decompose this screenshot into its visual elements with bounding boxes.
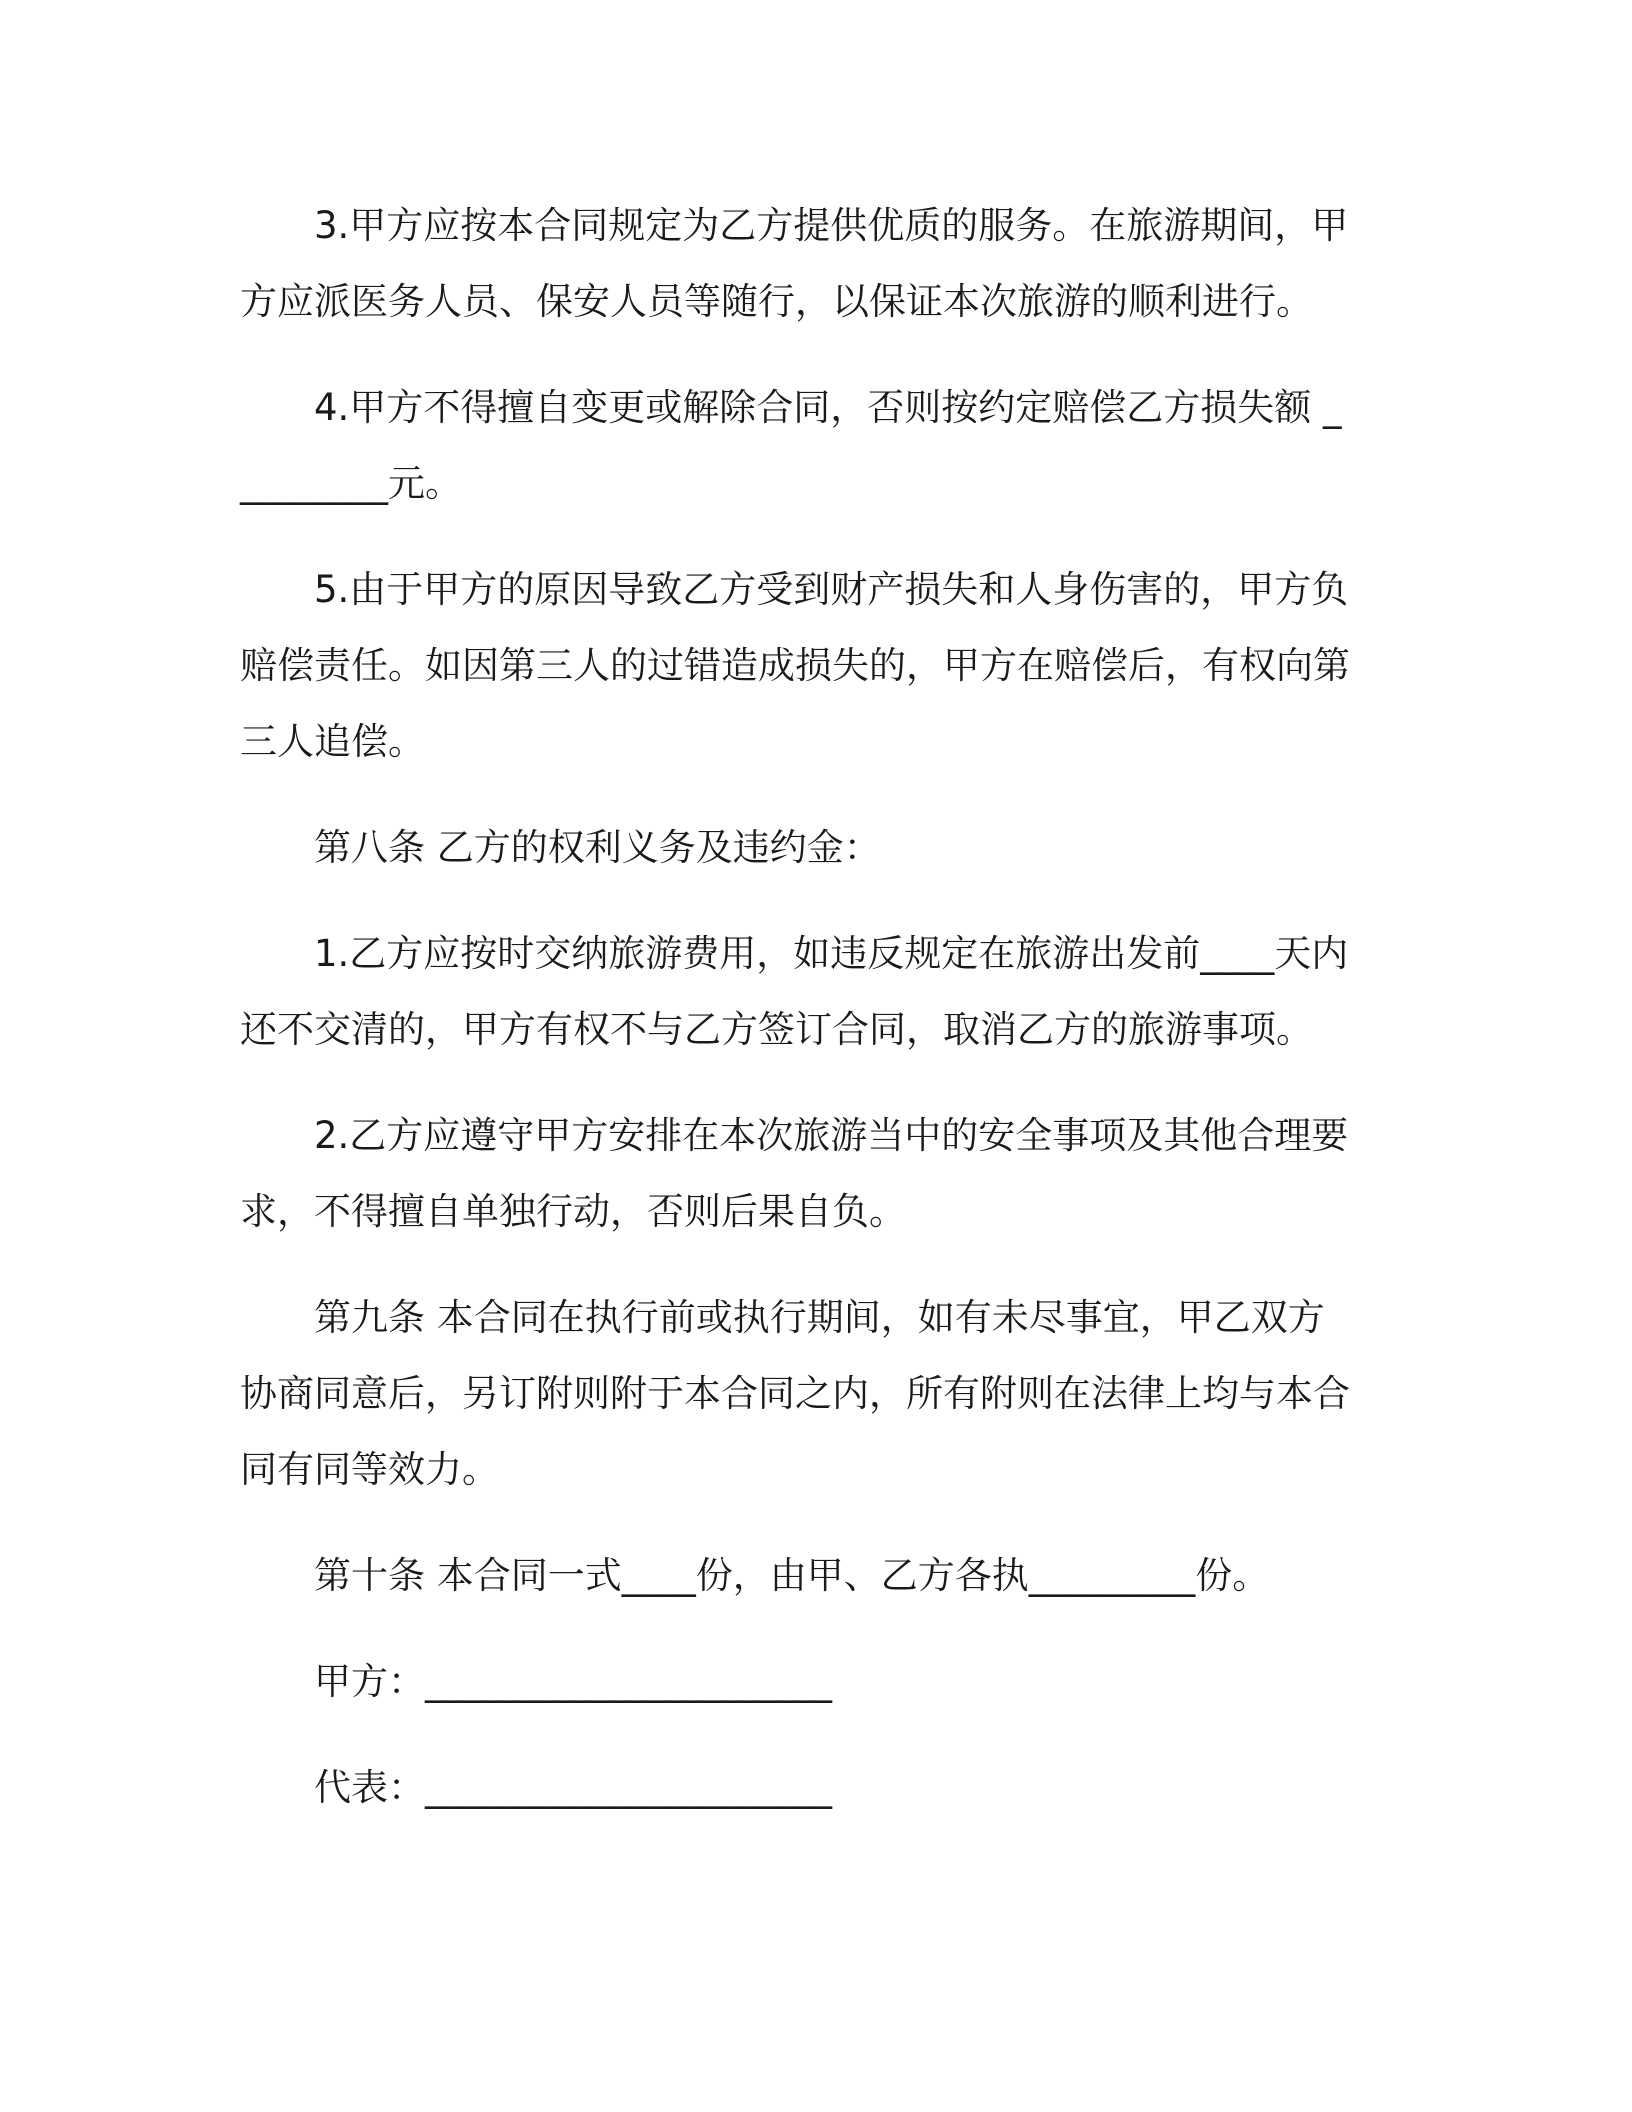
signature-party-a: 甲方：______________________	[314, 1660, 832, 1703]
article-10: 第十条 本合同一式____份，由甲、乙方各执_________份。	[314, 1554, 1270, 1597]
clause-party-a-no-change: 4.甲方不得擅自变更或解除合同，否则按约定赔偿乙方损失额 _________元。	[240, 386, 1342, 505]
clause-party-a-compensation: 5.由于甲方的原因导致乙方受到财产损失和人身伤害的，甲方负赔偿责任。如因第三人的过错造成损失的，甲方在赔偿后，有权向第三人追偿。	[240, 568, 1350, 763]
clause-party-b-payment: 1.乙方应按时交纳旅游费用，如违反规定在旅游出发前____天内还不交清的，甲方有权不与乙方签订合同，取消乙方的旅游事项。	[240, 932, 1349, 1051]
article-8-heading: 第八条 乙方的权利义务及违约金：	[314, 826, 881, 869]
signature-representative: 代表：______________________	[314, 1766, 832, 1809]
article-9: 第九条 本合同在执行前或执行期间，如有未尽事宜，甲乙双方协商同意后，另订附则附于本合同之内，所有附则在法律上均与本合同有同等效力。	[240, 1296, 1350, 1491]
document-body	[240, 188, 1360, 1826]
clause-party-b-safety: 2.乙方应遵守甲方安排在本次旅游当中的安全事项及其他合理要求，不得擅自单独行动，否则后果自负。	[240, 1114, 1349, 1233]
clause-party-a-service: 3.甲方应按本合同规定为乙方提供优质的服务。在旅游期间，甲方应派医务人员、保安人员等随行，以保证本次旅游的顺利进行。	[240, 204, 1349, 323]
